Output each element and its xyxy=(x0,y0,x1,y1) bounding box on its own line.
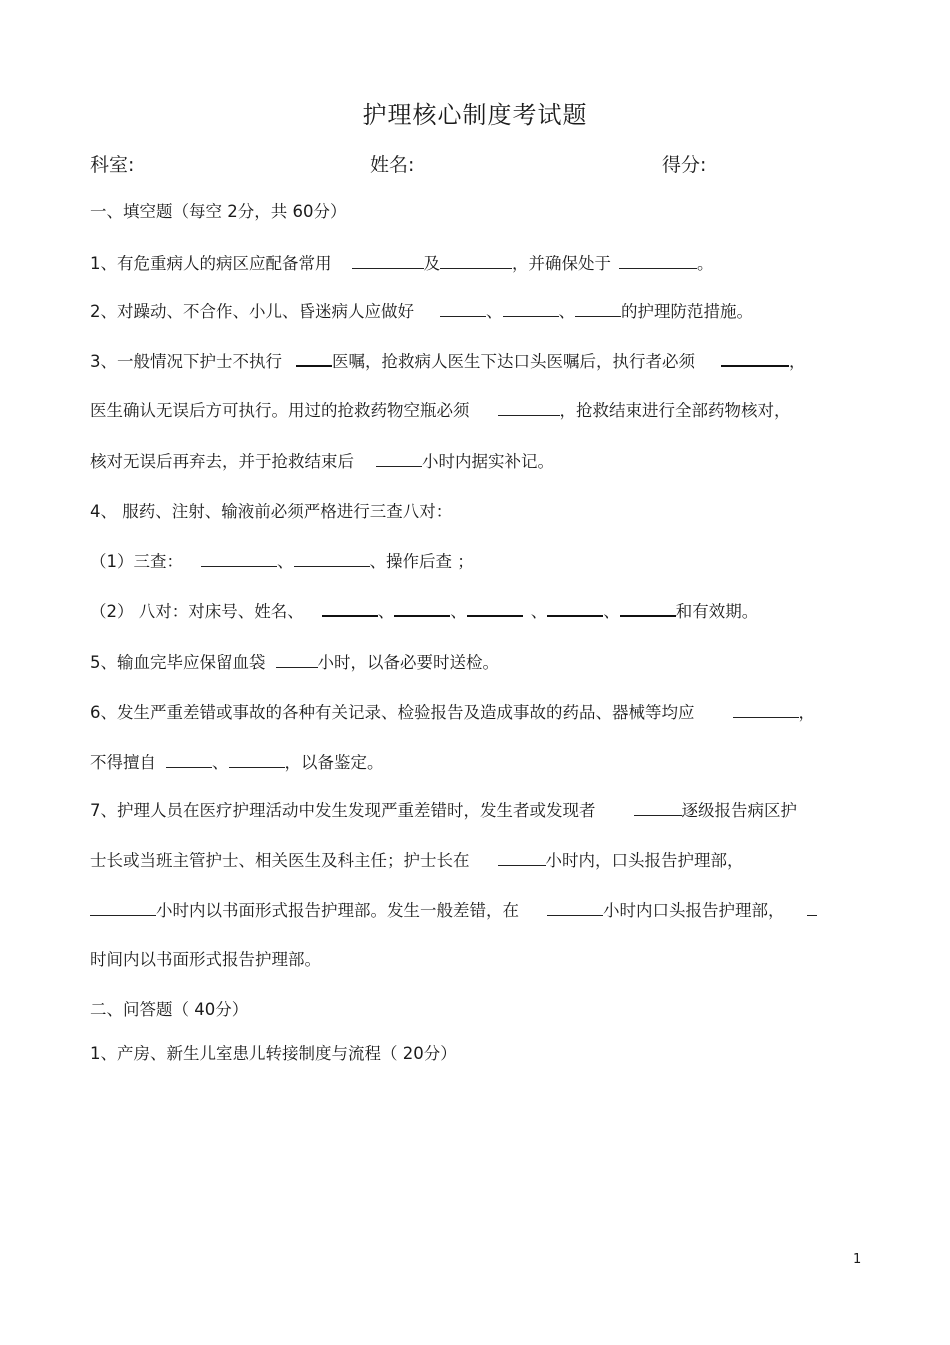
answer-blank[interactable] xyxy=(467,599,523,617)
question-2: 2、对躁动、不合作、小儿、昏迷病人应做好 、 、 的护理防范措施。 xyxy=(90,302,753,321)
question-7-line-4: 时间内以书面形式报告护理部。 xyxy=(90,950,321,969)
answer-blank[interactable] xyxy=(90,899,156,916)
answer-blank[interactable] xyxy=(352,252,424,269)
answer-blank[interactable] xyxy=(498,399,560,416)
question-6-line-2: 不得擅自 、 ，以备鉴定。 xyxy=(90,753,384,772)
answer-blank[interactable] xyxy=(619,252,697,269)
question-5: 5、输血完毕应保留血袋 小时，以备必要时送检。 xyxy=(90,653,499,672)
answer-blank[interactable] xyxy=(201,550,277,567)
answer-blank[interactable] xyxy=(276,651,318,668)
section2-heading: 二、问答题（ 40分） xyxy=(90,1000,249,1019)
answer-blank[interactable] xyxy=(294,550,370,567)
answer-blank[interactable] xyxy=(440,252,512,269)
question-4-intro: 4、 服药、注射、输液前必须严格进行三查八对： xyxy=(90,502,453,521)
answer-blank[interactable] xyxy=(547,599,603,617)
question-3-line-3: 核对无误后再弃去，并于抢救结束后 小时内据实补记。 xyxy=(90,452,554,471)
answer-blank[interactable] xyxy=(575,300,621,317)
answer-blank[interactable] xyxy=(503,300,559,317)
question-4-sub-1: （1）三查： 、 、操作后查 ； xyxy=(90,552,474,571)
question-3-line-1: 3、一般情况下护士不执行 医嘱，抢救病人医生下达口头医嘱后，执行者必须 ， xyxy=(90,349,806,373)
page-title: 护理核心制度考试题 xyxy=(362,101,588,129)
score-label: 得分: xyxy=(662,154,707,176)
answer-blank[interactable] xyxy=(166,751,212,768)
answer-blank[interactable] xyxy=(440,300,486,317)
answer-blank[interactable] xyxy=(322,599,378,617)
answer-blank[interactable] xyxy=(721,349,789,367)
answer-blank[interactable] xyxy=(620,599,676,617)
answer-blank[interactable] xyxy=(807,899,817,916)
question-1: 1、有危重病人的病区应配备常用 及 ，并确保处于 。 xyxy=(90,254,714,273)
question-7-line-2: 士长或当班主管护士、相关医生及科主任；护士长在 小时内，口头报告护理部， xyxy=(90,851,744,870)
section1-heading: 一、填空题（每空 2分，共 60分） xyxy=(90,202,347,221)
question-7-line-1: 7、护理人员在医疗护理活动中发生发现严重差错时，发生者或发现者 逐级报告病区护 xyxy=(90,801,797,820)
answer-blank[interactable] xyxy=(498,849,546,866)
question-6-line-1: 6、发生严重差错或事故的各种有关记录、检验报告及造成事故的药品、器械等均应 ， xyxy=(90,703,815,722)
question-7-line-3: 小时内以书面形式报告护理部。发生一般差错，在 小时内口头报告护理部， xyxy=(90,899,817,922)
answer-blank[interactable] xyxy=(394,599,450,617)
section2-question-1: 1、产房、新生儿室患儿转接制度与流程（ 20分） xyxy=(90,1044,457,1063)
question-3-line-2: 医生确认无误后方可执行。用过的抢救药物空瓶必须 ，抢救结束进行全部药物核对， xyxy=(90,401,791,420)
name-label: 姓名: xyxy=(370,154,415,176)
question-4-sub-2: （2） 八对：对床号、姓名、 、 、 、 、 和有效期。 xyxy=(90,599,758,623)
answer-blank[interactable] xyxy=(733,701,799,718)
answer-blank[interactable] xyxy=(376,450,422,467)
department-label: 科室: xyxy=(90,154,135,176)
answer-blank[interactable] xyxy=(547,899,603,916)
answer-blank[interactable] xyxy=(229,751,285,768)
answer-blank[interactable] xyxy=(296,349,332,367)
page-number: 1 xyxy=(853,1252,862,1267)
answer-blank[interactable] xyxy=(634,799,682,816)
